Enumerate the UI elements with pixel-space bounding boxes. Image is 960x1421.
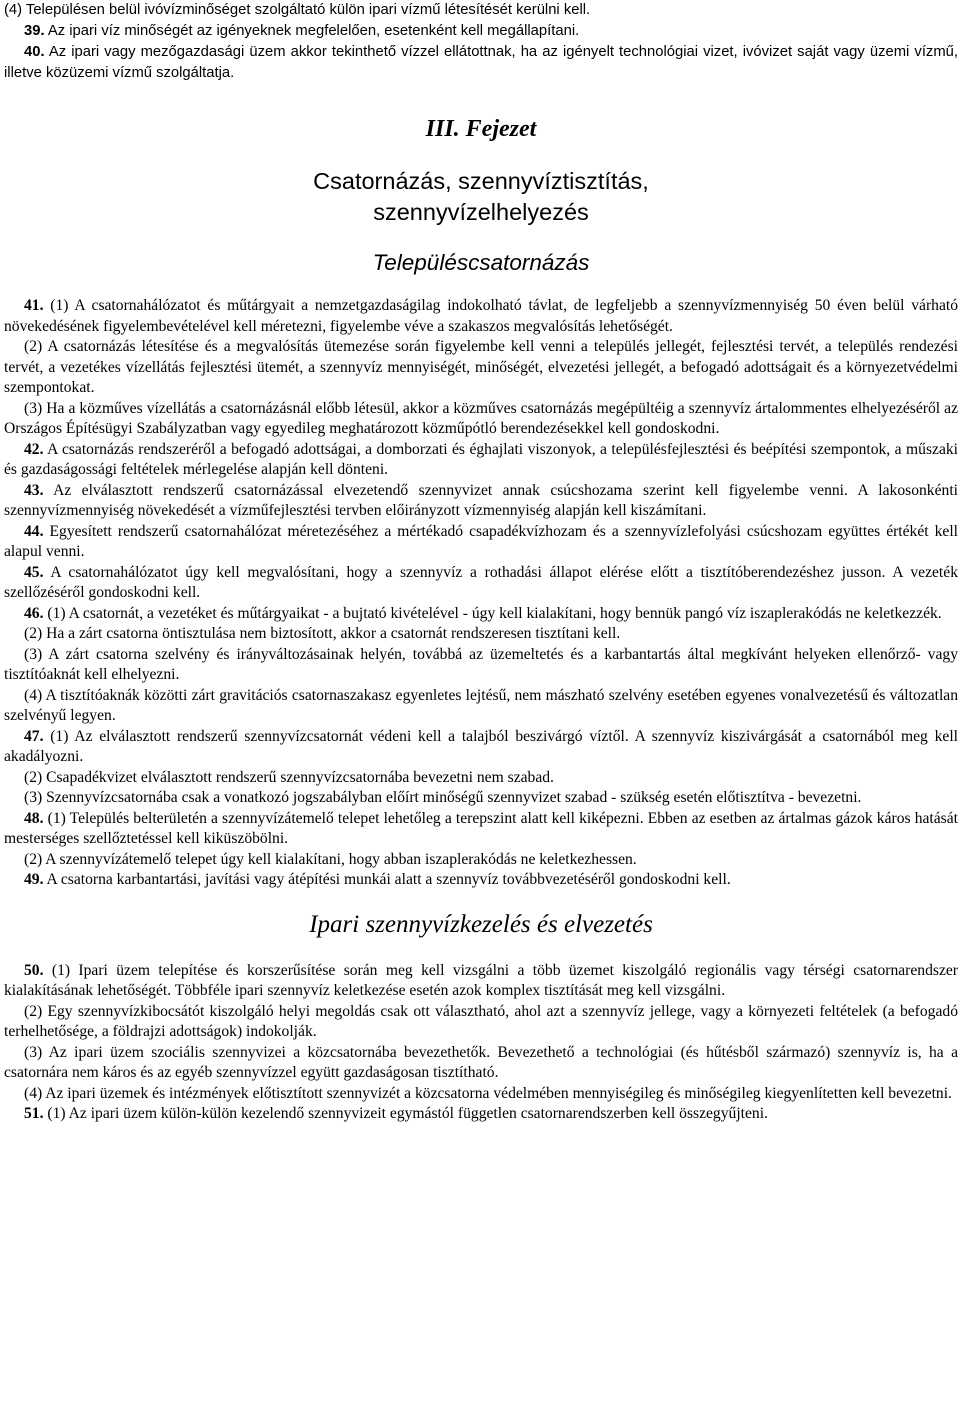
paragraph-text: A csatorna karbantartási, javítási vagy átépítési munkái alatt a szennyvíz továbbvezetéséről gondoskodni kell. <box>43 871 731 888</box>
paragraph <box>4 563 958 604</box>
paragraph <box>4 1043 958 1084</box>
section-number: 51. <box>24 1105 44 1122</box>
paragraph <box>4 440 958 481</box>
paragraph-text: (3) Ha a közműves vízellátás a csatornázásnál előbb létesül, akkor a közműves csatornázás megépültéig a szennyvíz ártalommentes elhelyezéséről az Országos Építésügyi Szabályzatban vagy egyedileg meghatározott közműpótló berendezésekkel kell gondoskodni. <box>4 399 958 437</box>
paragraph-text: (1) A csatornát, a vezetéket és műtárgyaikat - a bujtató kivételével - úgy kell kialakítani, hogy bennük pangó víz iszaplerakódás ne keletkezzék. <box>43 604 942 622</box>
paragraph-text: (3) Az ipari üzem szociális szennyvizei a közcsatornába bevezethetők. Bevezethető a technológiai (és hűtésből származó) szennyvíz is, ha a csatornára nem káros és az egyéb szennyvízzel együtt gazdaságosan tisztítható. <box>4 1043 958 1081</box>
paragraph <box>4 1084 958 1105</box>
paragraph <box>4 604 958 625</box>
paragraph-text: (1) Az ipari üzem külön-külön kezelendő szennyvizeit egymástól független csatornarendszerben kell összegyűjteni. <box>43 1105 768 1122</box>
section-heading-settlement-sewerage: Településcsatornázás <box>372 250 590 275</box>
section-number: 45. <box>24 563 44 581</box>
section-number: 42. <box>24 440 44 458</box>
paragraph <box>4 870 958 891</box>
paragraph <box>4 399 958 440</box>
paragraph-text: (3) Szennyvízcsatornába csak a vonatkozó jogszabályban előírt minőségű szennyvizet szabad - szükség esetén előtisztítva - bevezetni. <box>24 789 862 806</box>
intro-block <box>4 0 958 84</box>
paragraph <box>4 1002 958 1043</box>
paragraph <box>4 42 958 84</box>
section-heading-industrial-wastewater: Ipari szennyvízkezelés és elvezetés <box>309 910 653 938</box>
section-number: 41. <box>24 297 44 314</box>
paragraph-text: (4) Az ipari üzemek és intézmények előtisztított szennyvizét a közcsatorna védelmében mennyiségileg és minőségileg kiegyenlítetten kell bevezetni. <box>24 1084 952 1102</box>
paragraph-text: (1) A csatornahálózatot és műtárgyait a nemzetgazdaságilag indokolható távlat, de legfeljebb a szennyvízmennyiség 50 éven belül várható növekedésének figyelembevételével kell méretezni, figyelembe véve a szakaszos megvalósítás lehetőségét. <box>4 297 958 335</box>
section-number: 43. <box>24 481 44 499</box>
chapter-title <box>4 166 958 228</box>
paragraph-text: (2) A szennyvízátemelő telepet úgy kell kialakítani, hogy abban iszaplerakódás ne keletkezhessen. <box>24 850 637 868</box>
section-number: 48. <box>24 809 44 827</box>
section-number: 44. <box>24 522 44 540</box>
paragraph <box>4 1104 958 1125</box>
document-page <box>4 0 958 1125</box>
paragraph <box>4 788 958 809</box>
section-body <box>4 296 958 891</box>
paragraph-text: (1) Az elválasztott rendszerű szennyvízcsatornát védeni kell a talajból beszivárgó víztől. A szennyvíz kiszivárgását a csatornából meg kell akadályozni. <box>4 727 958 765</box>
paragraph: (4) Településen belül ivóvízminőséget szolgáltató külön ipari vízmű létesítését kerülni kell. <box>4 2 591 18</box>
paragraph-text: (2) A csatornázás létesítése és a megvalósítás ütemezése során figyelembe kell venni a település jellegét, fejlesztési tervét, a település rendezési tervét, a vezetékes vízellátás fejlesztési ütemét, a szennyvíz mennyiségét, minőségét, elvezetési jellegét, a befogadó adottságait és a környezetvédelmi szempontokat. <box>4 338 958 396</box>
paragraph-text: (1) Település belterületén a szennyvízátemelő telepet lehetőleg a terepszint alatt kell kiképezni. Ebben az esetben az ártalmas gázok káros hatását mesterséges szellőztetéssel kell kiküszöbölni. <box>4 809 958 847</box>
section-number: 40. <box>24 44 45 60</box>
paragraph <box>4 727 958 768</box>
paragraph <box>4 624 958 645</box>
paragraph-text: A csatornázás rendszeréről a befogadó adottságai, a domborzati és éghajlati viszonyok, a településfejlesztési és beépítési szempontok, a műszaki és gazdaságossági feltételek mérlegelése alapján kell dönteni. <box>4 440 958 478</box>
paragraph-text: A csatornahálózatot úgy kell megvalósítani, hogy a szennyvíz a rothadási állapot elérése előtt a tisztítóberendezéshez jusson. A vezeték szellőzéséről gondoskodni kell. <box>4 563 958 601</box>
paragraph-text: (1) Ipari üzem telepítése és korszerűsítése során meg kell vizsgálni a több üzemet kiszolgáló regionális vagy térségi csatornarendszer kialakításának lehetőségét. Többféle ipari szennyvíz keletkezése esetén azok komplex tisztítását meg kell vizsgálni. <box>4 961 958 999</box>
paragraph-text: Az ipari vagy mezőgazdasági üzem akkor tekinthető vízzel ellátottnak, ha az igényelt technológiai vizet, ivóvizet saját vagy üzemi vízmű, illetve közüzemi vízmű szolgáltatja. <box>4 44 958 81</box>
paragraph <box>4 768 958 789</box>
section-number: 49. <box>24 871 44 888</box>
paragraph-text: (3) A zárt csatorna szelvény és irányváltozásainak helyén, továbbá az üzemeltetés és a karbantartás által megkívánt helyeken ellenőrző- vagy tisztítóaknát kell elhelyezni. <box>4 645 958 683</box>
section-number: 50. <box>24 961 44 979</box>
paragraph <box>4 296 958 337</box>
paragraph <box>4 809 958 850</box>
paragraph-text: (2) Ha a zárt csatorna öntisztulása nem biztosított, akkor a csatornát rendszeresen tisztítani kell. <box>24 625 621 642</box>
paragraph-text: Egyesített rendszerű csatornahálózat méretezéséhez a mértékadó csapadékvízhozam és a szennyvízlefolyási csúcshozam együttes értékét kell alapul venni. <box>4 522 958 560</box>
paragraph <box>4 961 958 1002</box>
section-body <box>4 961 958 1125</box>
paragraph <box>4 337 958 399</box>
paragraph-text: (4) A tisztítóaknák közötti zárt gravitációs csatornaszakasz egyenletes lejtésű, nem mászható szelvény esetében egyenes vonalvezetésű és változatlan szelvényű legyen. <box>4 686 958 724</box>
paragraph <box>4 21 958 42</box>
section-number: 39. <box>24 23 45 39</box>
chapter-title-text: Csatornázás, szennyvíztisztítás, szennyvízelhelyezés <box>313 168 649 225</box>
paragraph-text: Az elválasztott rendszerű csatornázással elvezetendő szennyvizet annak csúcshozama szerint kell figyelembe venni. A lakosonkénti szennyvízmennyiség növekedését a vízműfejlesztési tervben előirányzott vízmennyiség alapján kell kiszámítani. <box>4 481 958 519</box>
section-number: 47. <box>24 727 44 745</box>
paragraph-text: (2) Egy szennyvízkibocsátót kiszolgáló helyi megoldás csak ott választható, ahol azt a szennyvíz jellege, vagy a környezeti feltételek (a befogadó terhelhetősége, a földrajzi adottságok) indokolják. <box>4 1002 958 1040</box>
paragraph-text: Az ipari víz minőségét az igényeknek megfelelően, esetenként kell megállapítani. <box>44 23 580 39</box>
paragraph <box>4 850 958 871</box>
paragraph <box>4 645 958 686</box>
paragraph-text: (2) Csapadékvizet elválasztott rendszerű szennyvízcsatornába bevezetni nem szabad. <box>24 768 554 786</box>
section-number: 46. <box>24 604 44 622</box>
paragraph <box>4 481 958 522</box>
chapter-heading: III. Fejezet <box>425 116 537 142</box>
paragraph <box>4 522 958 563</box>
paragraph <box>4 686 958 727</box>
